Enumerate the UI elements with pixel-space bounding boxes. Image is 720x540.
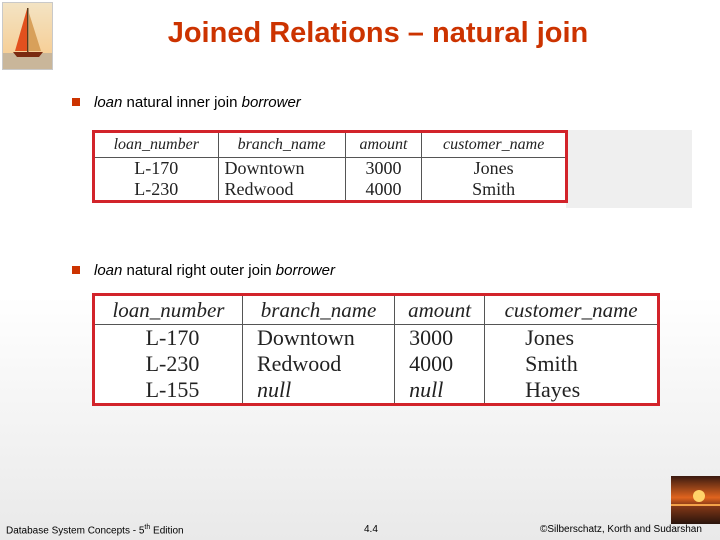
sunset-image-icon — [671, 476, 720, 524]
table-header-row — [95, 296, 657, 325]
bullet-square-icon — [72, 98, 80, 106]
table-cell: 4000 — [345, 179, 422, 200]
column-header: branch_name — [218, 133, 345, 158]
table-cell: L-230 — [145, 351, 200, 376]
column-header: branch_name — [242, 296, 394, 325]
relation-borrower: borrower — [241, 94, 301, 111]
table-row — [95, 325, 657, 352]
footer-book-title: Database System Concepts - 5th Edition — [6, 524, 184, 537]
table-cell: Hayes — [485, 377, 657, 403]
bullet-square-icon — [72, 266, 80, 274]
slide-title: Joined Relations – natural join — [167, 17, 589, 49]
column-header: amount — [395, 296, 485, 325]
relation-loan: loan — [94, 262, 123, 279]
footer-copyright: ©Silberschatz, Korth and Sudarshan — [540, 524, 702, 535]
column-header: amount — [345, 133, 422, 158]
table-row — [95, 179, 565, 200]
table-row — [95, 158, 565, 180]
table-cell-null: null — [242, 377, 394, 403]
table-cell: Downtown — [242, 325, 394, 352]
table-cell: Smith — [485, 351, 657, 377]
table-cell: 3000 — [345, 158, 422, 180]
table-cell: Redwood — [218, 179, 345, 200]
table-cell: Redwood — [242, 351, 394, 377]
table-cell: Downtown — [218, 158, 345, 180]
column-header: loan_number — [95, 133, 218, 158]
table-cell: L-170 — [134, 158, 179, 178]
table-cell: Jones — [485, 325, 657, 352]
table-shadow — [566, 130, 692, 208]
right-outer-join-result-table — [92, 293, 660, 406]
footer-page-number: 4.4 — [364, 524, 378, 535]
column-header: customer_name — [485, 296, 657, 325]
table-cell-null: null — [395, 377, 485, 403]
table-cell: L-170 — [145, 325, 200, 350]
join-operator: natural inner join — [122, 94, 242, 111]
table-row — [95, 377, 657, 403]
table-cell: L-155 — [145, 377, 200, 402]
column-header: customer_name — [422, 133, 565, 158]
table-cell: L-230 — [134, 179, 179, 199]
bullet-right-outer-join — [72, 262, 335, 279]
column-header: loan_number — [95, 296, 242, 325]
table-cell: Smith — [422, 179, 565, 200]
relation-borrower: borrower — [275, 262, 335, 279]
table-cell: 3000 — [395, 325, 485, 352]
table-header-row — [95, 133, 565, 158]
join-operator: natural right outer join — [122, 262, 276, 279]
inner-join-result-table — [92, 130, 568, 203]
bullet-inner-join — [72, 94, 301, 111]
relation-loan: loan — [94, 94, 123, 111]
table-row — [95, 351, 657, 377]
table-cell: Jones — [422, 158, 565, 180]
table-cell: 4000 — [395, 351, 485, 377]
